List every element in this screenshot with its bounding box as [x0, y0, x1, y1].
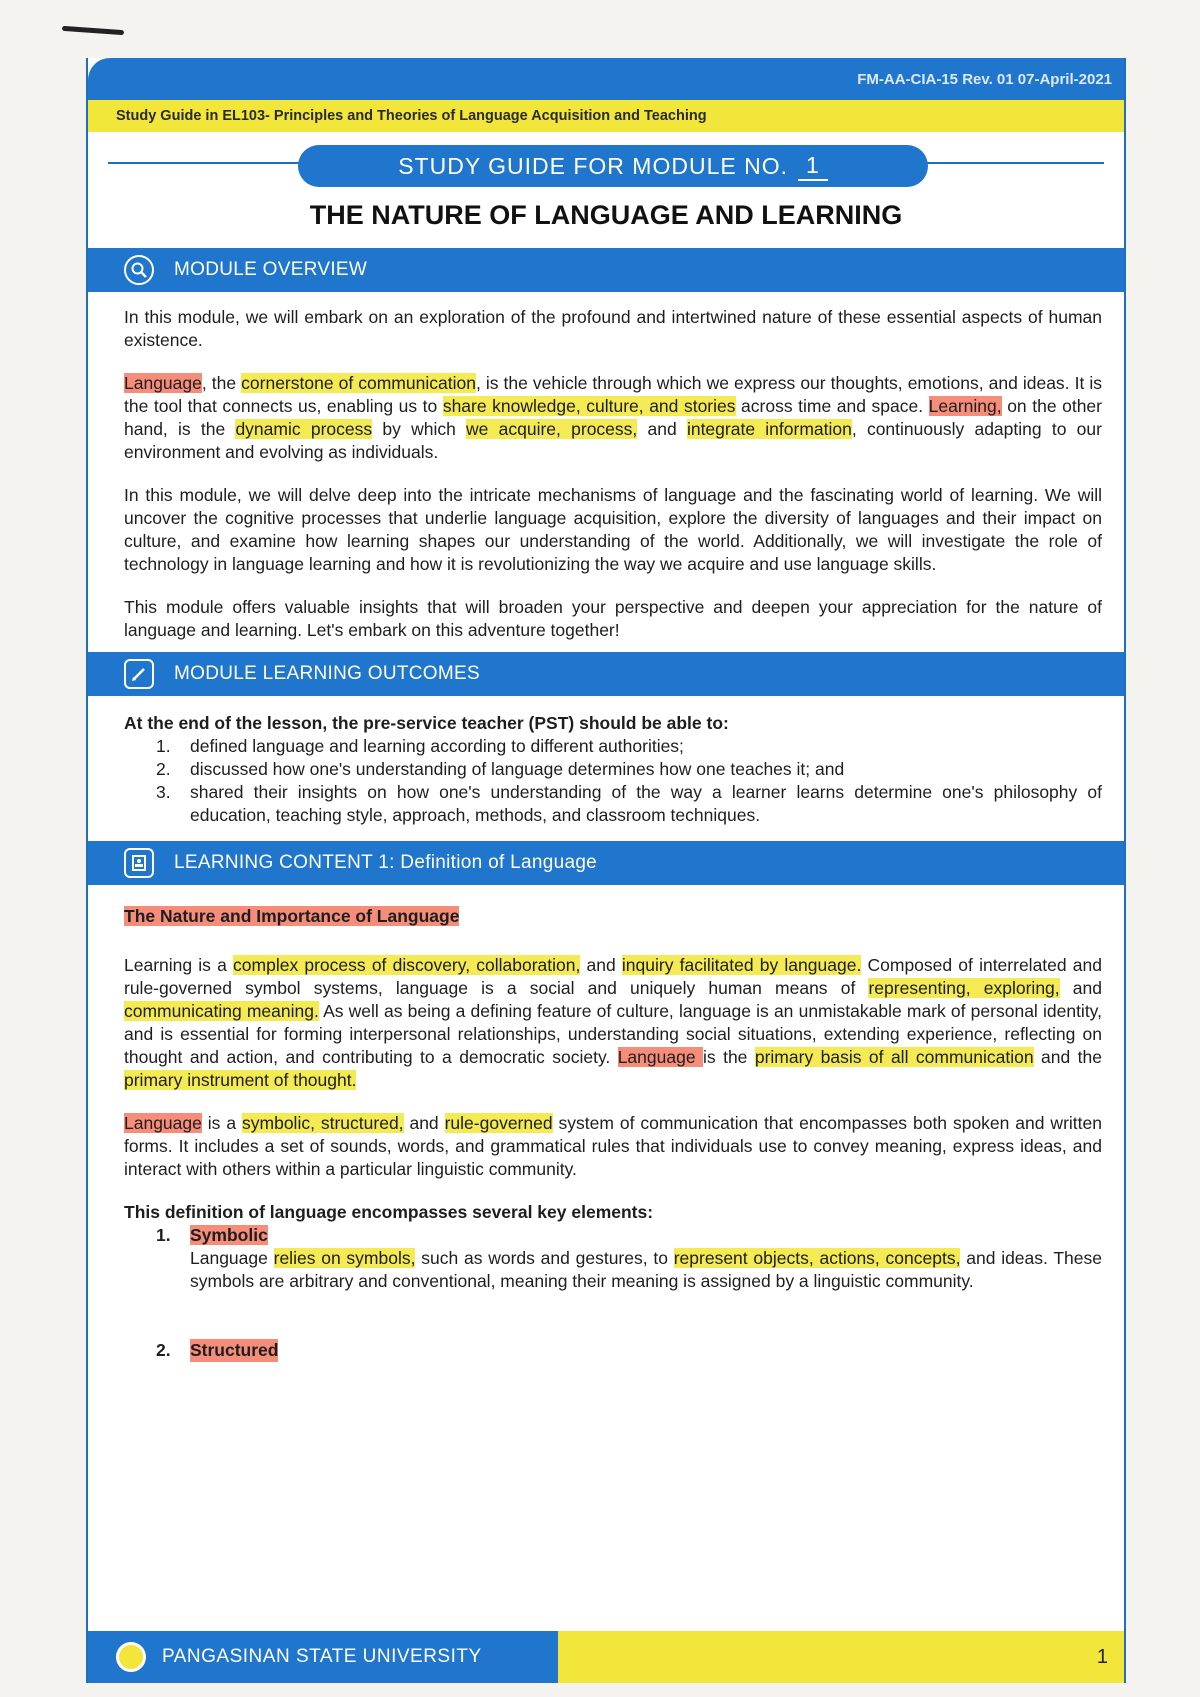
magnifier-icon	[124, 255, 154, 285]
form-code-bar	[88, 58, 1124, 100]
overview-content	[88, 292, 1124, 642]
section-learning-outcomes	[88, 652, 1124, 696]
paragraph: Language is a symbolic, structured, and rule-governed system of communication that encompasses both spoken and written forms. It includes a set of sounds, words, and grammatical rules that individuals use to convey meaning, express ideas, and interact with others within a particular linguistic community.	[124, 1113, 1102, 1179]
outcomes-content	[88, 696, 1124, 841]
page-number: 1	[1096, 1645, 1108, 1668]
paragraph: In this module, we will embark on an exploration of the profound and intertwined nature of these essential aspects of human existence.	[124, 307, 1102, 350]
paragraph: Language, the cornerstone of communication, is the vehicle through which we express our thoughts, emotions, and ideas. It is the tool that connects us, enabling us to share knowledge, culture, and stories across time and space. Learning, on the other hand, is the dynamic process by which we acquire, process, and integrate information, continuously adapting to our environment and evolving as individuals.	[124, 373, 1102, 462]
section-title: LEARNING CONTENT 1: Definition of Language	[174, 852, 598, 873]
section-title: MODULE OVERVIEW	[174, 259, 368, 280]
study-guide-label: Study Guide in EL103- Principles and Theories of Language Acquisition and Teaching	[116, 108, 707, 124]
section-title: MODULE LEARNING OUTCOMES	[174, 663, 480, 684]
subheading: The Nature and Importance of Language	[124, 906, 460, 926]
outcomes-intro: At the end of the lesson, the pre-service teacher (PST) should be able to:	[124, 713, 729, 733]
element-title: Symbolic	[190, 1225, 268, 1245]
paragraph: Learning is a complex process of discovery, collaboration, and inquiry facilitated by language. Composed of interrelated and rule-governed symbol systems, language is a social and uniquely human means of representing, exploring, and communicating meaning. As well as being a defining feature of culture, language is an unmistakable mark of personal identity, and is essential for forming interpersonal relationships, understanding social situations, extending experience, reflecting on thought and action, and contributing to a democratic society. Language is the primary basis of all communication and the primary instrument of thought.	[124, 955, 1103, 1090]
list-item: 2. Structured	[156, 1340, 279, 1360]
footer-page	[558, 1631, 1124, 1683]
paragraph: In this module, we will delve deep into the intricate mechanisms of language and the fascinating world of learning. We will uncover the cognitive processes that underlie language acquisition, explore the diversity of languages and their impact on culture, and examine how learning shapes our understanding of the world. Additionally, we will investigate the role of technology in language learning and how it is revolutionizing the way we acquire and use language skills.	[124, 485, 1102, 574]
module-pill	[298, 145, 928, 187]
element-description: Language relies on symbols, such as words and gestures, to represent objects, actions, concepts, and ideas. These symbols are arbitrary and conventional, meaning their meaning is assigned by a linguistic community.	[190, 1248, 1102, 1291]
section-module-overview	[88, 248, 1124, 292]
university-name: PANGASINAN STATE UNIVERSITY	[162, 1646, 482, 1667]
learning-content	[88, 885, 1124, 1362]
study-guide-bar	[88, 100, 1124, 132]
outcomes-list	[124, 735, 1102, 827]
book-icon	[124, 848, 154, 878]
university-seal-icon	[116, 1642, 146, 1672]
pen-mark	[62, 26, 124, 35]
page-footer	[88, 1631, 1124, 1683]
paragraph: This module offers valuable insights that will broaden your perspective and deepen your appreciation for the nature of language and learning. Let's embark on this adventure together!	[124, 597, 1102, 640]
footer-university	[88, 1631, 558, 1683]
study-guide-page	[86, 58, 1126, 1683]
module-number: 1	[798, 152, 828, 181]
section-learning-content-1	[88, 841, 1124, 885]
element-title: Structured	[190, 1340, 279, 1360]
module-pill-row	[88, 132, 1124, 194]
elements-list	[124, 1224, 1102, 1362]
list-item: 2. discussed how one's understanding of language determines how one teaches it; and	[156, 759, 845, 779]
list-item: 3. shared their insights on how one's understanding of the way a learner learns determine one's philosophy of education, teaching style, approach, methods, and classroom techniques.	[156, 782, 1102, 825]
list-item: 1. Symbolic Language relies on symbols, such as words and gestures, to represent objects, actions, concepts, and ideas. These symbols are arbitrary and conventional, meaning their meaning is assigned by a linguistic community.	[156, 1225, 1102, 1291]
elements-intro: This definition of language encompasses several key elements:	[124, 1202, 654, 1222]
pencil-icon	[124, 659, 154, 689]
list-item: 1. defined language and learning according to different authorities;	[156, 736, 684, 756]
module-pill-label: STUDY GUIDE FOR MODULE NO.	[398, 152, 788, 179]
form-code: FM-AA-CIA-15 Rev. 01 07-April-2021	[857, 70, 1112, 88]
page-title: THE NATURE OF LANGUAGE AND LEARNING	[309, 200, 903, 230]
